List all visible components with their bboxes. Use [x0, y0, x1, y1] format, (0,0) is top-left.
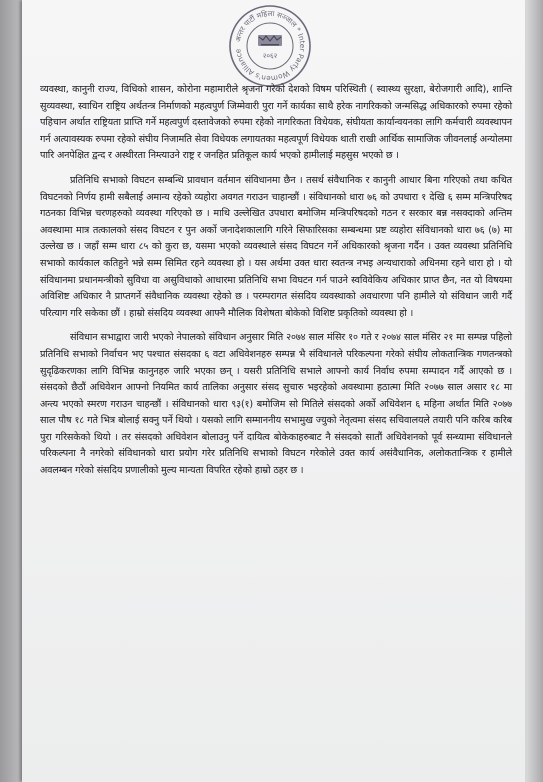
scanner-background-right — [525, 0, 543, 782]
seal-year: २०६२ — [262, 52, 278, 60]
paragraph-3: संविधान सभाद्वारा जारी भएको नेपालको संविधान अनुसार मिति २०७४ साल मंसिर १० गते र २०७४ साल मंसिर २१ मा सम्पन्न पहिलो प्रतिनिधि सभाको निर्वाचन भए पश्चात संसदका ६ वटा अधिवेशनहरु सम्पन्न भै संविधानले परिकल्पना गरेको संघीय लोकतान्त्रिक गणतन्त्रको सुदृढिकरणका लागि विभिन्न कानुनहरु जारि भएका छन् । यसरी प्रतिनिधि सभाले आफ्नो कार्य निर्वाध रुपमा सम्पादन गर्दै आएको छ । संसदको छैठौं अधिवेशन आफ्नो नियमित कार्य तालिका अनुसार संसद सुचारु भइरहेको अवस्थामा हठात्मा मिति २०७७ साल असार १८ मा अन्त्य भएको स्मरण गराउन चाहन्छौं । संविधानको धारा ९३(१) बमोजिम सो मितिले संसदको अर्को अधिवेशन ६ महिना अर्थात मिति २०७७ साल पौष १८ गते भित्र बोलाई सक्नु पर्ने थियो । यसको लागि सम्माननीय सभामुख ज्युको नेतृत्वमा संसद सचिवालयले तयारी पनि करिब करिब पुरा गरिसकेको थियो । तर संसदको अधिवेशन बोलाउनु पर्ने दायित्व बोकेकाहरुबाट नै संसदको सातौं अधिवेशनको पूर्व सन्ध्यामा संविधानले परिकल्पना नै नगरेको संविधानको धारा प्रयोग गरेर प्रतिनिधि सभाको विघटन गरेकोले उक्त कार्य असंवैधानिक, अलोकतान्त्रिक र हामीले अवलम्बन गरेको संसदिय प्रणालीको मुल्य मान्यता विपरित रहेको हाम्रो ठहर छ । — [40, 332, 512, 477]
scanner-background-left — [0, 0, 22, 782]
seal-ring-text: अन्तर पार्टी महिला सञ्जाल * Inter Party Women's Alliance — [233, 8, 308, 84]
document-body — [40, 82, 512, 480]
paragraph-1: व्यवस्था, कानुनी राज्य, विधिको शासन, कोरोना महामारीले श्रृजना गरेको देशको विषम परिस्थिती ( स्वास्थ्य सुरक्षा, बेरोजगारी आदि), शान्ति सुव्यवस्था, स्वाधिन राष्ट्रिय अर्थतन्त्र निर्माणको महत्वपुर्ण जिम्मेवारी पुरा गर्ने कार्यका साथै हरेक नागरिकको जन्मसिद्ध अधिकारको रुपमा रहेको पहिचान अर्थात राष्ट्रियता प्राप्ति गर्ने महत्वपुर्ण दस्तावेजको रुपमा रहेको नागरिकता विधेयक, संघीयता कार्यान्वयनका लागि कर्मचारी व्यवस्थापन गर्न अत्यावस्यक रुपमा रहेको संघीय निजामति सेवा विधेयक लगायतका महत्वपूर्ण विधेयक थाती राखी आर्थिक सामाजिक जीवनलाई अन्योलमा पारि अनपेक्षित द्वन्द र अस्थीरता निम्त्याउने राष्ट्र र जनहित प्रतिकूल कार्य भएको हामीलाई महसुस भएको छ । — [40, 84, 512, 162]
paragraph-2: प्रतिनिधि सभाको विघटन सम्बन्धि प्रावधान वर्तमान संविधानमा छैन । तसर्थ संवैधानिक र कानुनी आधार बिना गरिएको तथा कथित विघटनको निर्णय हामी सबैलाई अमान्य रहेको व्यहोरा अवगत गराउन चाहान्छौं । संविधानको धारा ७६ को उपधारा १ देखि ६ सम्म मन्त्रिपरिषद गठनका विभिन्न चरणहरुको व्यवस्था गरिएको छ । माथि उल्लेखित उपधारा बमोजिम मन्त्रिपरिषदको गठन र सरकार बन्न नसक्दाको अन्तिम अवस्थामा मात्र तत्कालको संसद विघटन र पुन अर्को जनादेशकालागि गरिने सिफारिसका सम्बन्धमा प्रष्ट व्यहोरा संविधानको धारा ७६ (७) मा उल्लेख छ । जहाँ सम्म धारा ८५ को कुरा छ, यसमा भएको व्यवस्थाले संसद विघटन गर्ने अधिकारको श्रृजना गर्दैन । उक्त व्यवस्था प्रतिनिधि सभाको कार्यकाल कतिहुने भन्ने सम्म सिमित रहने व्यवस्था हो । यस अर्थमा उक्त धारा स्वतन्त्र नभइ अन्यधाराको अधिनमा रहने धारा हो । यो संविधानमा प्रधानमन्त्रीको सुविधा वा असुविधाको आधारमा प्रतिनिधि सभा विघटन गर्न पाउने स्वविवेकिय अधिकार प्राप्त छैन, नत यो विषयमा अविशिष्ट अधिकार नै प्राप्तगर्ने संवैधानिक व्यवस्था रहेको छ । परम्परागत संसदिय व्यवस्थाको अवधारणा पनि हामीले यो संविधान जारी गर्दै परित्याग गरि सकेका छौं । हाम्रो संसदिय व्यवस्था आफ्नै मौलिक विशेषता बोकेको विशिष्ट प्रकृतिको व्यवस्था हो । — [40, 174, 512, 319]
seal-emblem-icon — [258, 35, 282, 46]
organization-seal-stamp — [228, 4, 312, 88]
